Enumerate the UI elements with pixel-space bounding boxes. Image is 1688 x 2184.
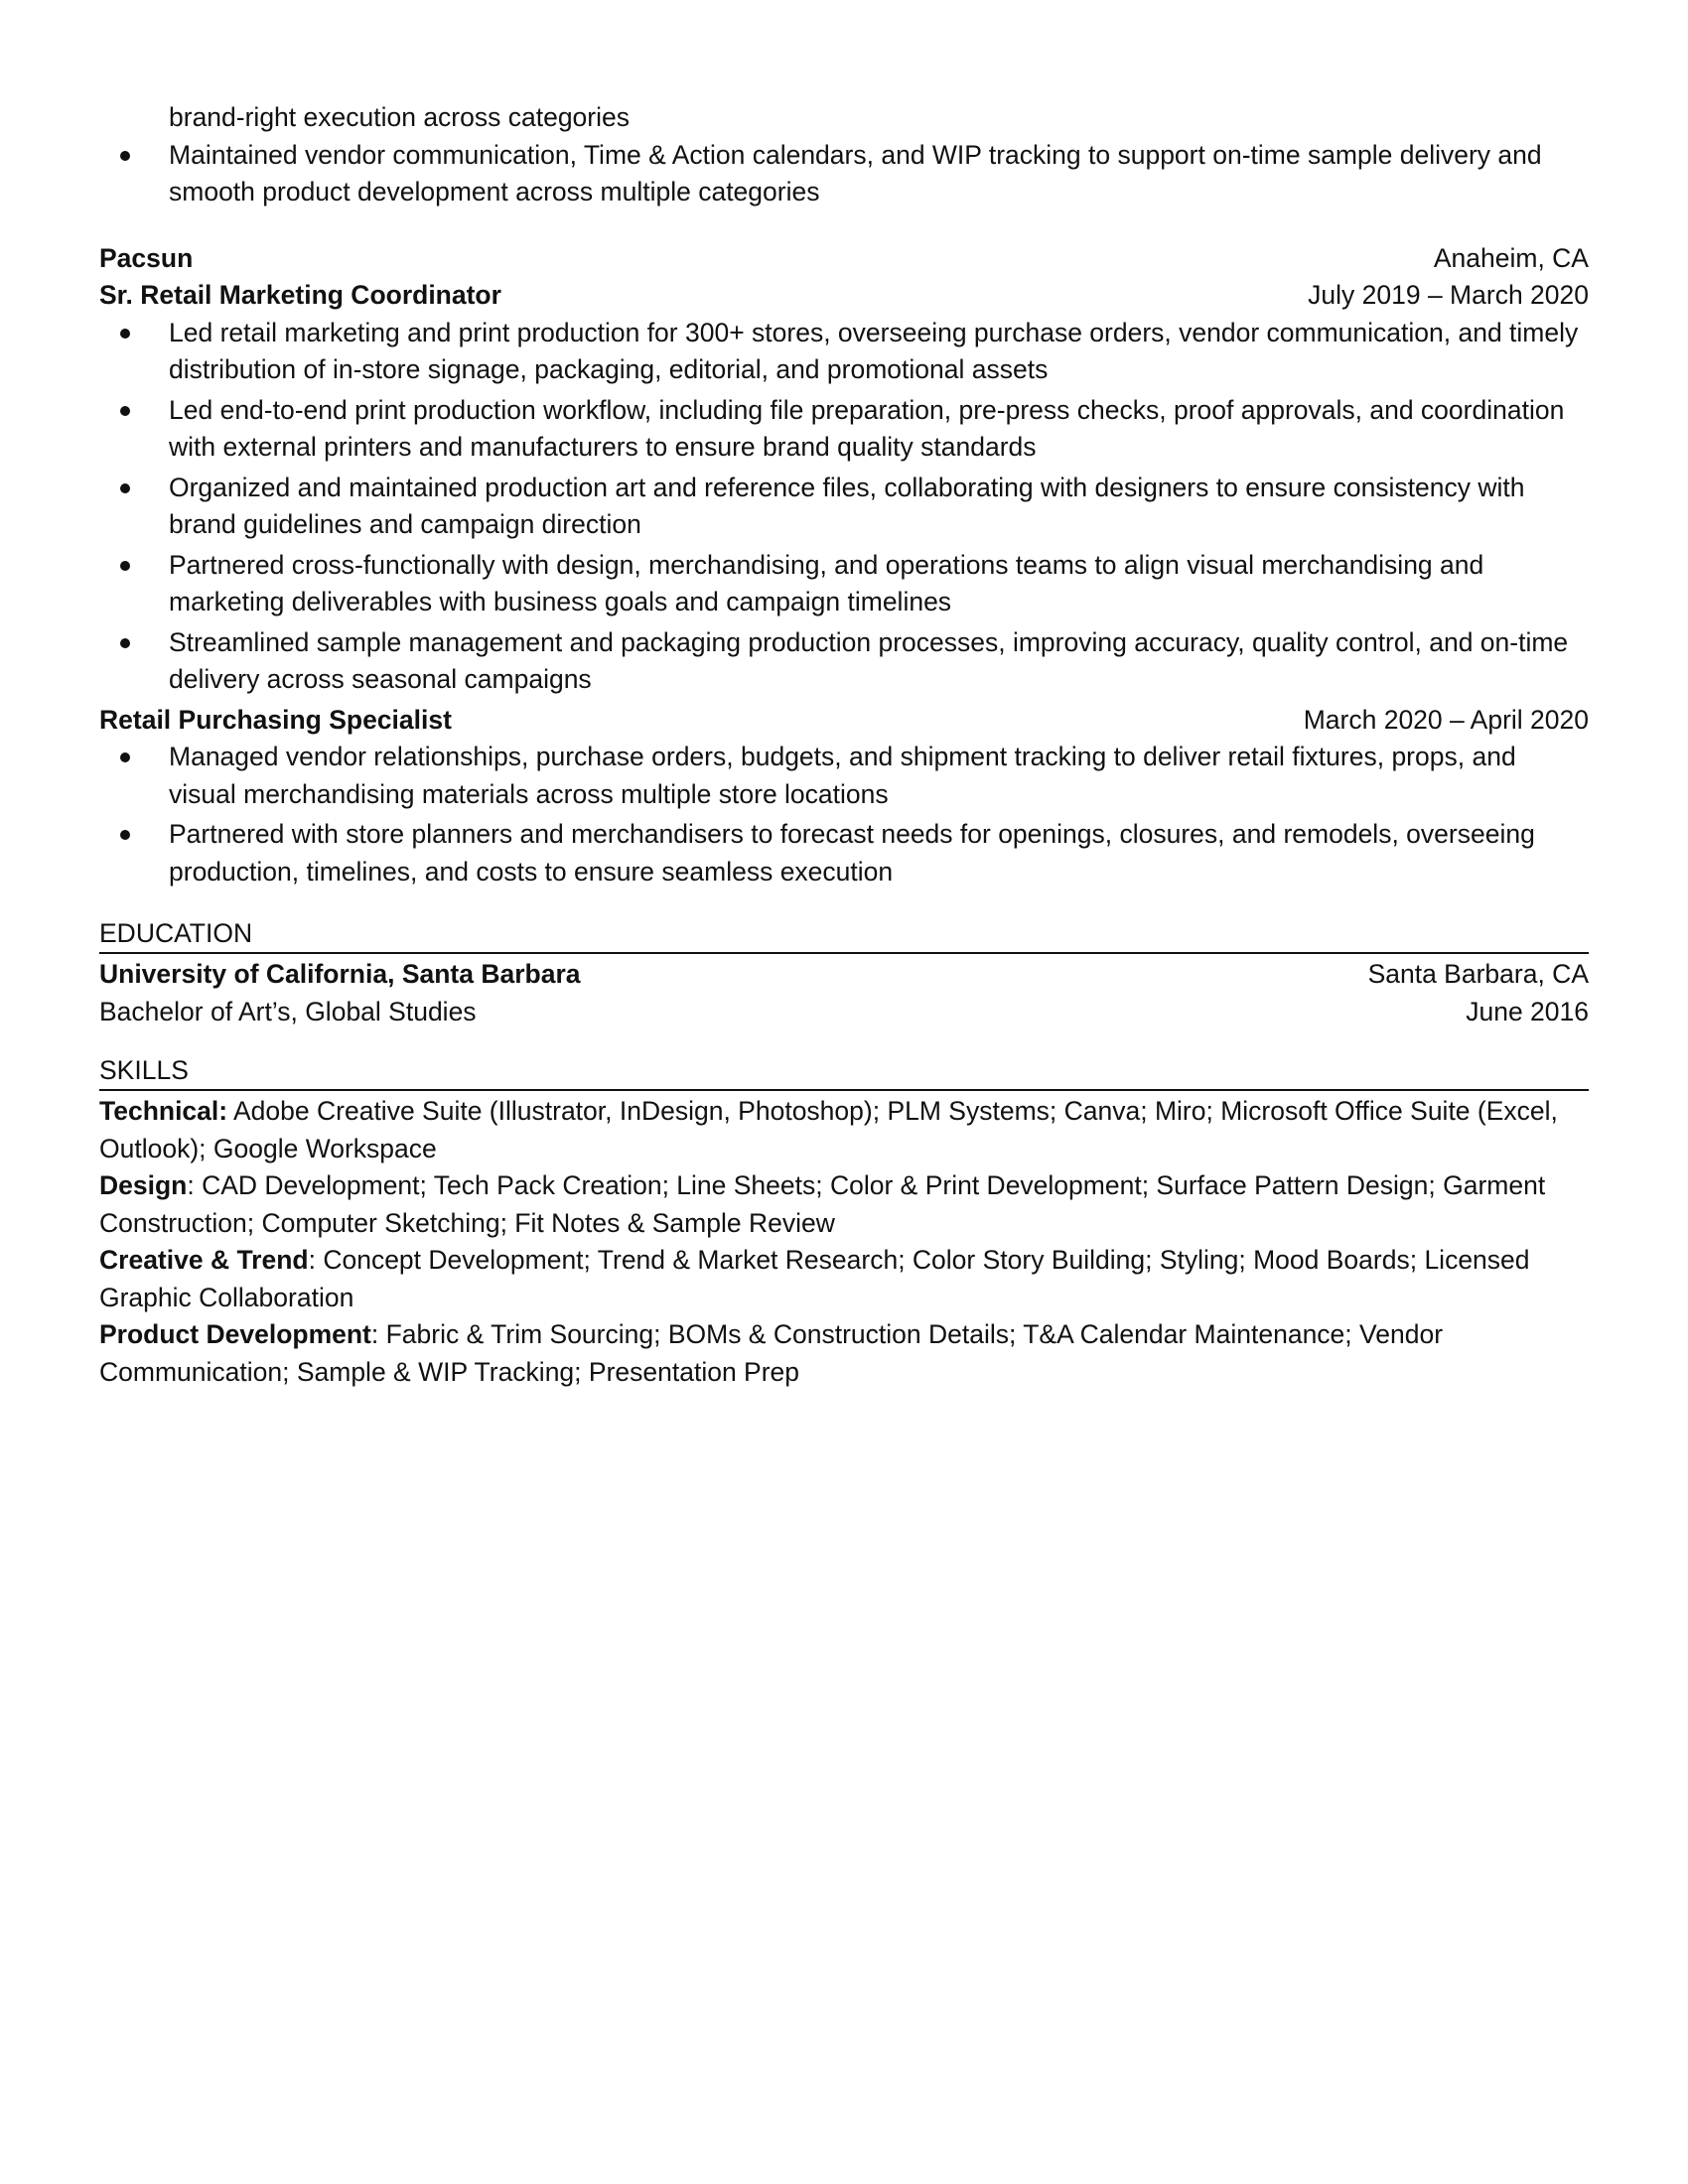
role-row <box>99 277 1589 315</box>
role-bullet-list <box>99 315 1589 699</box>
role-title: Sr. Retail Marketing Coordinator <box>99 280 501 310</box>
education-heading: EDUCATION <box>99 915 1589 954</box>
bullet-text: Partnered cross-functionally with design, merchandising, and operations teams to align visual merchandising and marketing deliverables with business goals and campaign timelines <box>169 549 1484 616</box>
skill-text: : Fabric & Trim Sourcing; BOMs & Construction Details; T&A Calendar Maintenance; Vendor Communication; Sample & WIP Tracking; Presentation Prep <box>99 1319 1444 1387</box>
school-name: University of California, Santa Barbara <box>99 959 581 989</box>
degree: Bachelor of Art’s, Global Studies <box>99 996 477 1026</box>
skill-label: Design <box>99 1170 188 1200</box>
skill-text: : Concept Development; Trend & Market Research; Color Story Building; Styling; Mood Boards; Licensed Graphic Collaboration <box>99 1245 1530 1312</box>
skills-heading: SKILLS <box>99 1052 1589 1091</box>
skill-text: : CAD Development; Tech Pack Creation; Line Sheets; Color & Print Development; Surface Pattern Design; Garment Construction; Computer Sketching; Fit Notes & Sample Review <box>99 1170 1546 1238</box>
list-item <box>99 739 1589 813</box>
bullet-icon <box>120 151 130 161</box>
skill-line-design <box>99 1167 1589 1242</box>
role-dates: July 2019 – March 2020 <box>1308 280 1589 310</box>
list-item <box>99 624 1589 699</box>
company-name: Pacsun <box>99 242 194 273</box>
bullet-icon <box>120 561 130 571</box>
list-item <box>99 392 1589 467</box>
school-row <box>99 956 1589 994</box>
school-location: Santa Barbara, CA <box>1367 959 1589 989</box>
skill-line-creative <box>99 1242 1589 1316</box>
skill-label: Technical: <box>99 1096 228 1126</box>
list-item <box>99 547 1589 621</box>
company-location: Anaheim, CA <box>1433 242 1589 273</box>
role-row <box>99 702 1589 740</box>
skill-label: Product Development <box>99 1319 371 1349</box>
skill-line-product-development <box>99 1316 1589 1391</box>
bullet-text: Streamlined sample management and packaging production processes, improving accuracy, quality control, and on-time delivery across seasonal campaigns <box>169 626 1569 694</box>
degree-row <box>99 994 1589 1031</box>
bullet-icon <box>120 329 130 339</box>
continued-bullet-text: brand-right execution across categories <box>169 102 630 132</box>
skill-text: Adobe Creative Suite (Illustrator, InDesign, Photoshop); PLM Systems; Canva; Miro; Microsoft Office Suite (Excel, Outlook); Google Workspace <box>99 1096 1558 1163</box>
list-item <box>99 470 1589 544</box>
bullet-icon <box>120 483 130 493</box>
bullet-text: Led retail marketing and print production for 300+ stores, overseeing purchase orders, vendor communication, and timely distribution of in-store signage, packaging, editorial, and promotional assets <box>169 317 1579 384</box>
bullet-text: Maintained vendor communication, Time & Action calendars, and WIP tracking to support on-time sample delivery and smooth product development across multiple categories <box>169 139 1542 206</box>
list-item <box>99 816 1589 890</box>
bullet-icon <box>120 752 130 762</box>
bullet-text: Managed vendor relationships, purchase orders, budgets, and shipment tracking to deliver retail fixtures, props, and visual merchandising materials across multiple store locations <box>169 742 1516 809</box>
continued-bullet-list <box>99 137 1589 211</box>
list-item <box>99 137 1589 211</box>
bullet-icon <box>120 638 130 648</box>
skill-label: Creative & Trend <box>99 1245 309 1275</box>
bullet-icon <box>120 406 130 416</box>
bullet-text: Organized and maintained production art and reference files, collaborating with designers to ensure consistency with brand guidelines and campaign direction <box>169 472 1525 539</box>
resume-page <box>99 99 1589 1391</box>
skill-line-technical <box>99 1093 1589 1167</box>
role-title: Retail Purchasing Specialist <box>99 704 452 735</box>
bullet-icon <box>120 830 130 840</box>
bullet-text: Partnered with store planners and merchandisers to forecast needs for openings, closures, and remodels, overseeing production, timelines, and costs to ensure seamless execution <box>169 819 1535 887</box>
company-row <box>99 240 1589 278</box>
graduation-date: June 2016 <box>1466 996 1589 1026</box>
list-item <box>99 315 1589 389</box>
role-dates: March 2020 – April 2020 <box>1303 704 1589 735</box>
role-bullet-list <box>99 739 1589 890</box>
bullet-text: Led end-to-end print production workflow, including file preparation, pre-press checks, proof approvals, and coordination with external printers and manufacturers to ensure brand quality standards <box>169 394 1565 462</box>
